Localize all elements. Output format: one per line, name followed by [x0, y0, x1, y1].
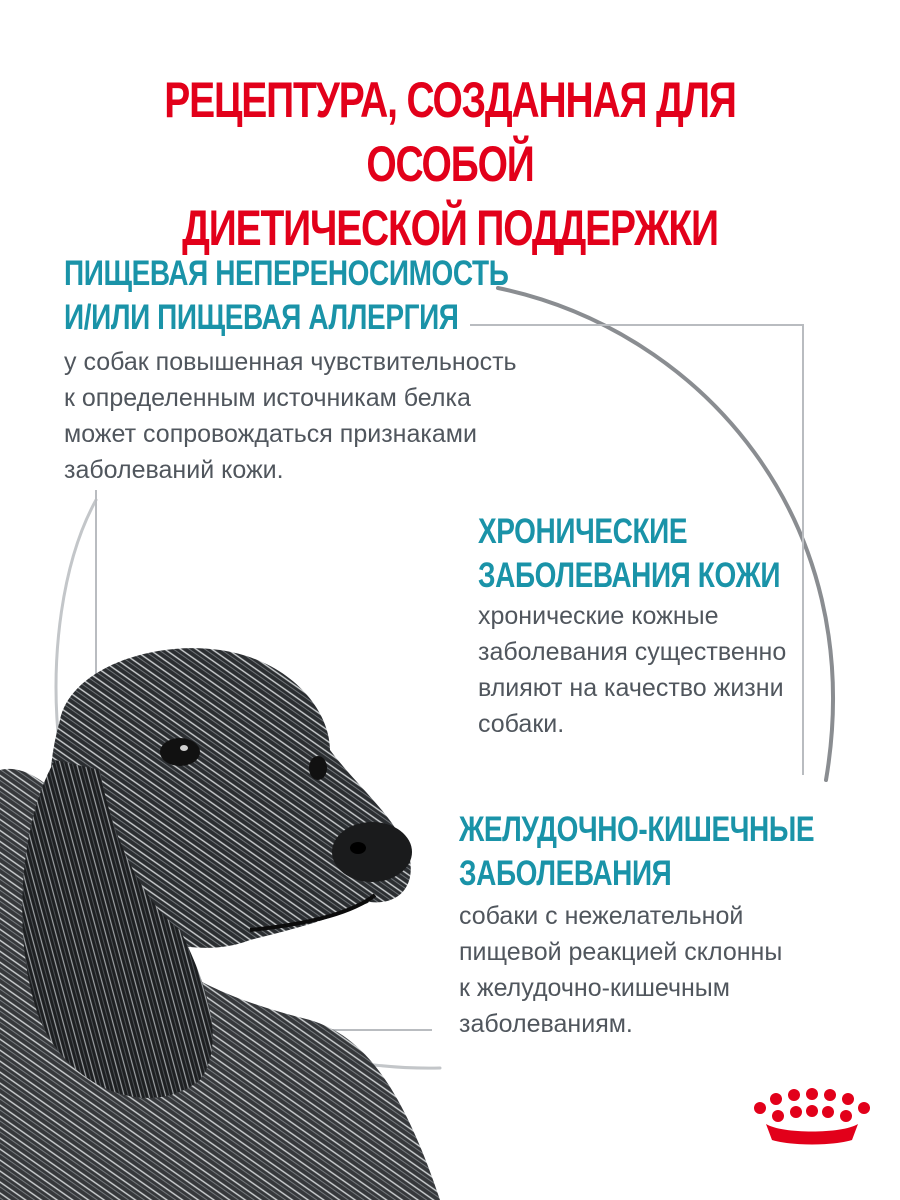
heading-line: ЗАБОЛЕВАНИЯ [459, 854, 672, 893]
body-line: у собак повышенная чувствительность [64, 348, 517, 376]
body-line: собаки. [478, 710, 565, 738]
gastrointestinal-heading [459, 808, 814, 896]
page-title-line-1: РЕЦЕПТУРА, СОЗДАННАЯ ДЛЯ ОСОБОЙ [164, 72, 736, 192]
body-line: хронические кожные [478, 602, 719, 630]
body-line: может сопровождаться признаками [64, 420, 477, 448]
gastrointestinal-text [459, 898, 900, 1042]
body-line: пищевой реакцией склонны [459, 938, 783, 966]
body-line: собаки с нежелательной [459, 902, 744, 930]
heading-line: И/ИЛИ ПИЩЕВАЯ АЛЛЕРГИЯ [64, 298, 459, 337]
food-intolerance-text [64, 344, 620, 488]
body-line: заболеваний кожи. [64, 456, 284, 484]
chronic-skin-block [478, 510, 856, 742]
body-line: заболевания существенно [478, 638, 787, 666]
dog-photo [0, 640, 440, 1200]
body-line: заболеваниям. [459, 1010, 633, 1038]
body-line: к определенным источникам белка [64, 384, 471, 412]
page-title-line-2: ДИЕТИЧЕСКОЙ ПОДДЕРЖКИ [182, 200, 718, 256]
food-intolerance-block [64, 252, 620, 488]
heading-line: ПИЩЕВАЯ НЕПЕРЕНОСИМОСТЬ [64, 254, 509, 293]
chronic-skin-text [478, 598, 856, 742]
food-intolerance-heading [64, 252, 508, 340]
body-line: влияют на качество жизни [478, 674, 784, 702]
royal-canin-crown-icon [752, 1088, 872, 1148]
heading-line: ЗАБОЛЕВАНИЯ КОЖИ [478, 556, 781, 595]
gastrointestinal-block [459, 808, 900, 1042]
chronic-skin-heading [478, 510, 780, 598]
heading-line: ЖЕЛУДОЧНО-КИШЕЧНЫЕ [459, 810, 815, 849]
heading-line: ХРОНИЧЕСКИЕ [478, 512, 688, 551]
page-title [99, 68, 801, 260]
body-line: к желудочно-кишечным [459, 974, 730, 1002]
